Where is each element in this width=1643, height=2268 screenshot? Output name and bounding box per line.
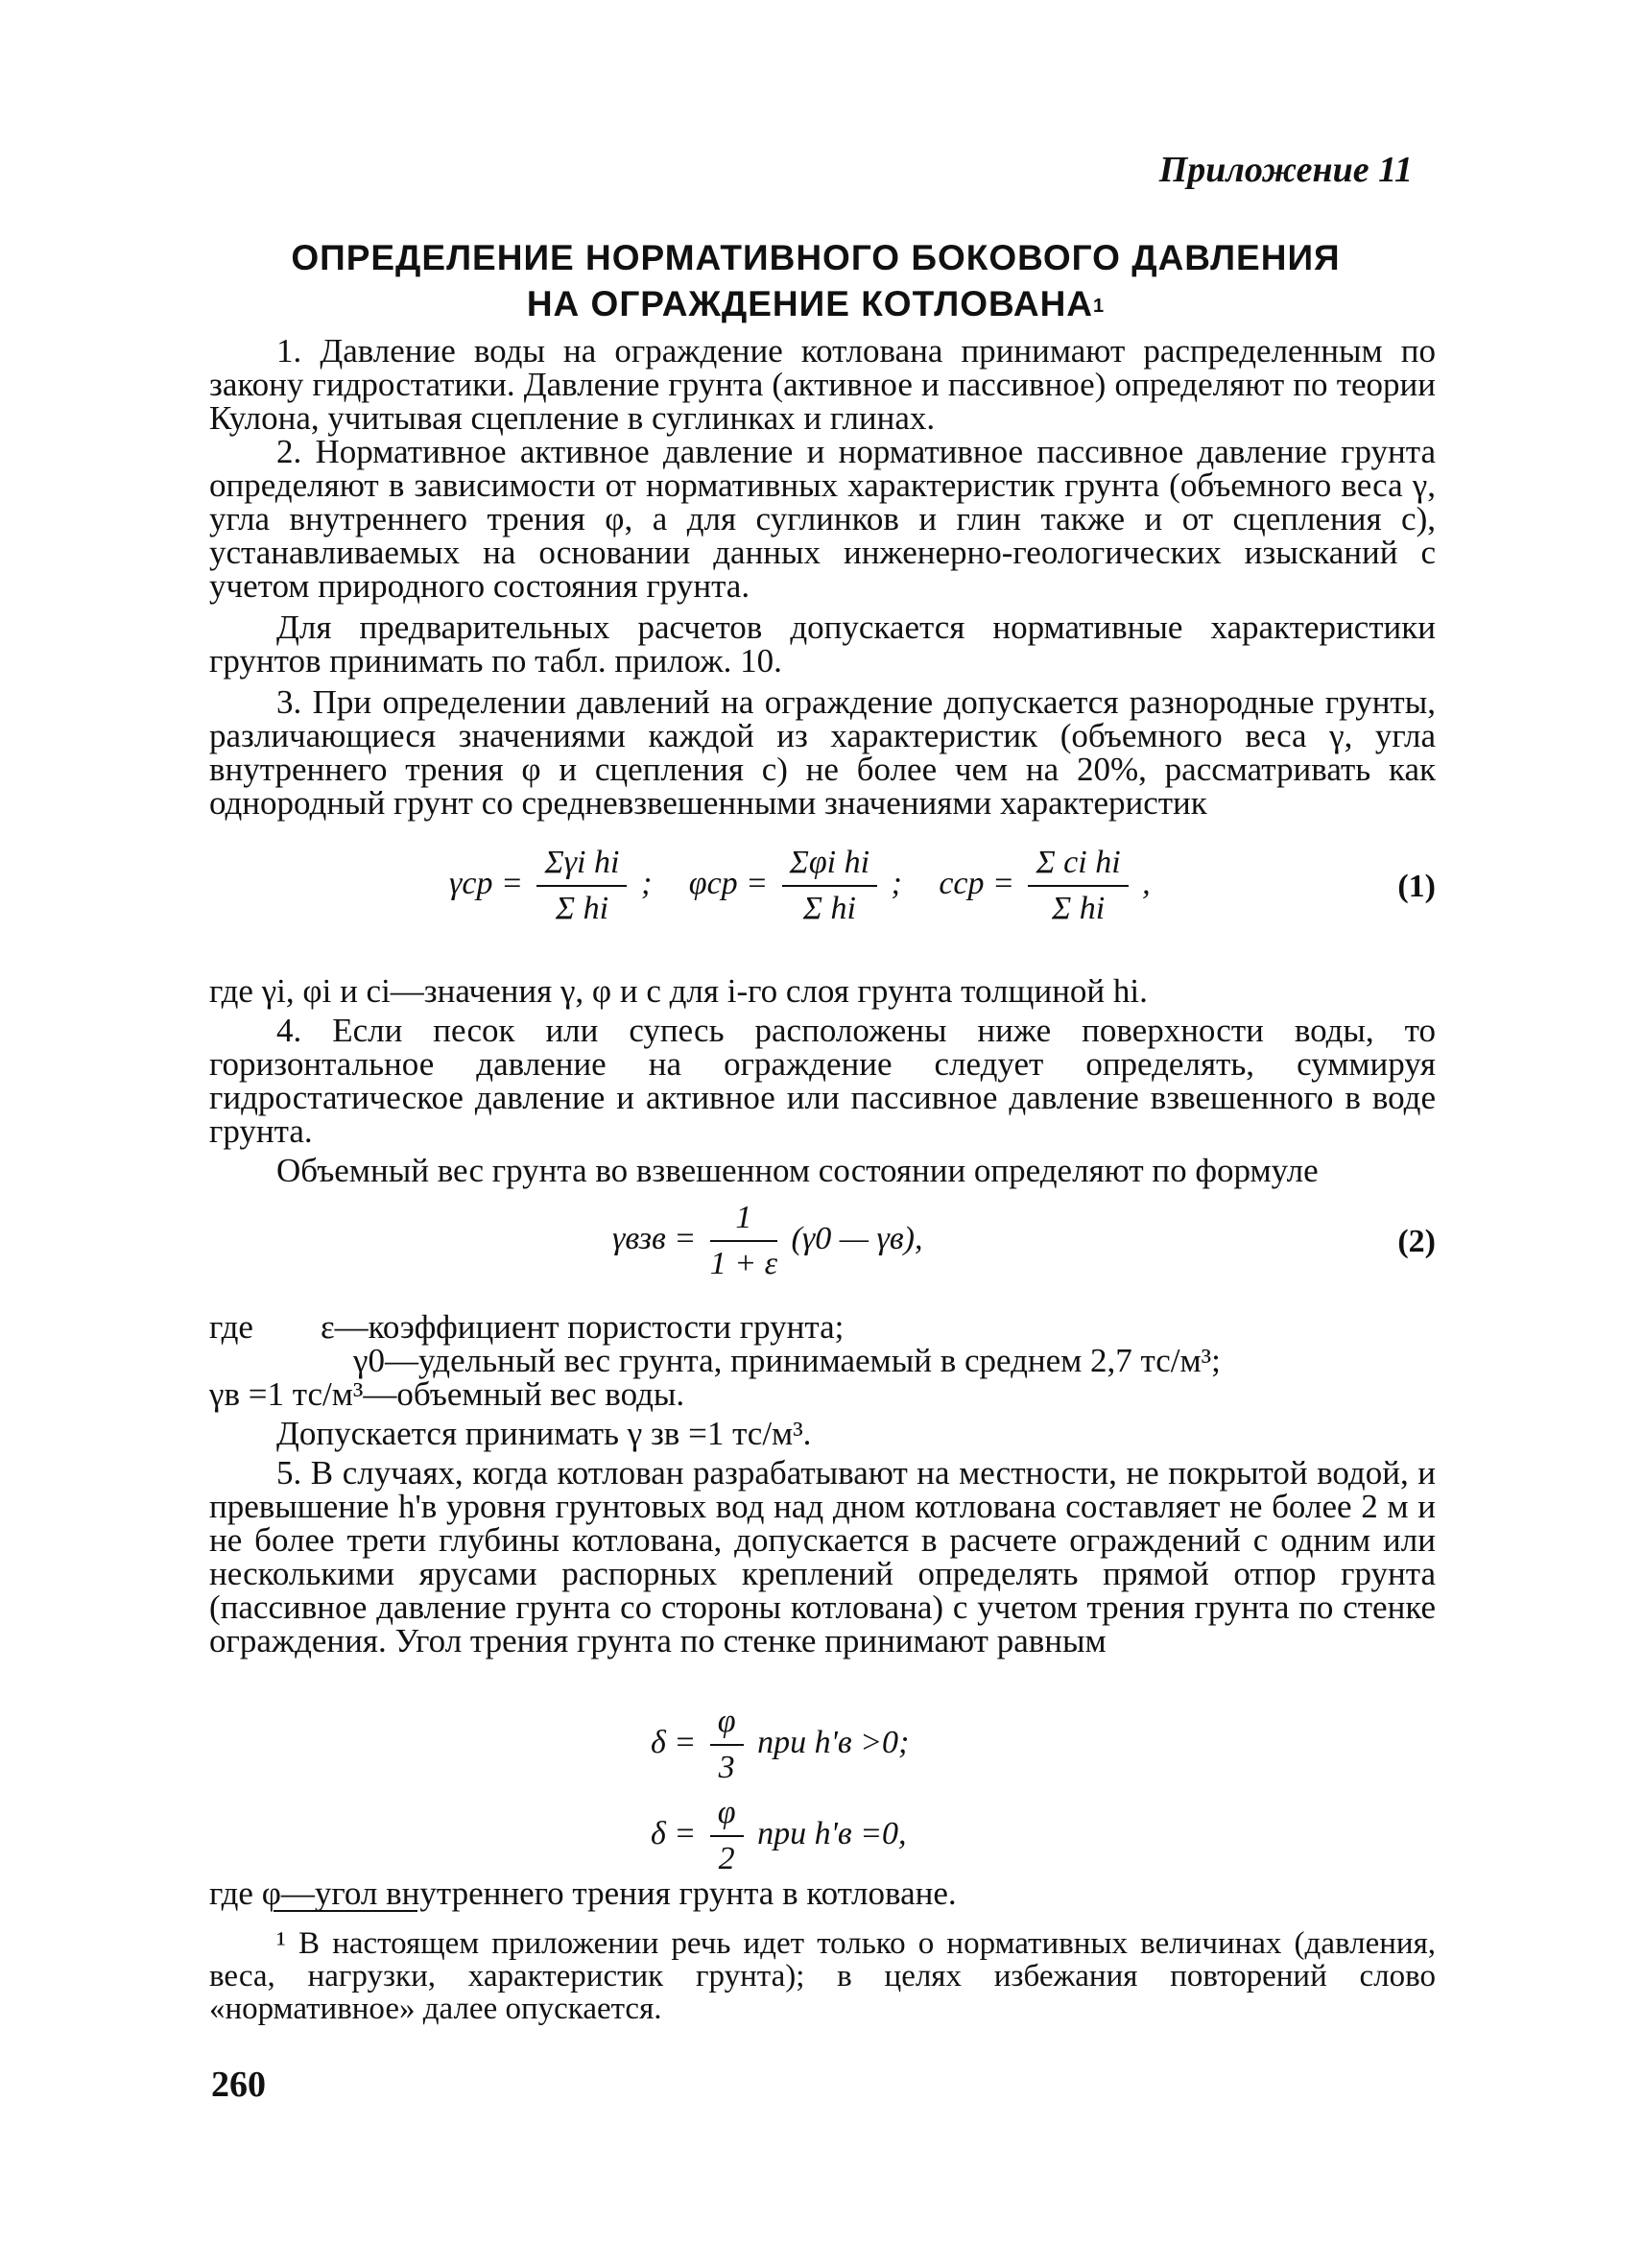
paragraph-6: 4. Если песок или супесь расположены ниже поверхности воды, то горизонтальное давление на ограждение следует определять, суммируя гидростатическое давление и активное или пассивное давление взвешенного в воде грунта.: [209, 1012, 1436, 1150]
fraction-denominator: 3: [718, 1750, 735, 1785]
formula-3-rhs: при h'в =0,: [757, 1815, 907, 1851]
title-line-2-text: НА ОГРАЖДЕНИЕ КОТЛОВАНА: [526, 284, 1094, 323]
footnote-divider: [274, 1910, 417, 1912]
formula-3-lhs: δ =: [651, 1815, 697, 1851]
appendix-label: Приложение 11: [1158, 150, 1413, 190]
paragraph-7: Объемный вес грунта во взвешенном состоянии определяют по формуле: [276, 1152, 1319, 1189]
formula-3-fraction: [710, 1704, 744, 1786]
formula-1-lhs-c: cср =: [939, 865, 1014, 901]
fraction-denominator: Σ hi: [802, 891, 856, 926]
formula-3-rhs: при h'в >0;: [757, 1724, 910, 1760]
paragraph-1: 1. Давление воды на ограждение котлована принимают распределенным по закону гидростатики. Давление грунта (активное и пассивное) определяют по теории Кулона, учитывая сцепление в суглинках и глинах.: [209, 332, 1436, 437]
page-title: [192, 235, 1440, 327]
formula-2-fraction: [710, 1200, 777, 1282]
paragraph-10: 5. В случаях, когда котлован разрабатывают на местности, не покрытой водой, и превышение h'в уровня грунтовых вод над дном котлована составляет не более 2 м и не более трети глубины котлована, допускается в расчете ограждений с одним или несколькими ярусами распорных креплений определять прямой отпор грунта (пассивное давление грунта со стороны котлована) с учетом трения грунта по стенке ограждения. Угол трения грунта по стенке принимают равным: [209, 1454, 1436, 1659]
paragraph-5: где γi, φi и ci—значения γ, φ и c для i-го слоя грунта толщиной hi.: [209, 972, 1148, 1010]
text-block-4: [209, 1876, 1436, 1910]
definition-gamma-w: γв =1 тс/м³—объемный вес воды.: [209, 1375, 685, 1413]
title-footnote-mark: 1: [1093, 296, 1106, 317]
paragraph-9: Допускается принимать γ зв =1 тс/м³.: [276, 1415, 812, 1452]
title-line-2: [192, 281, 1440, 327]
fraction-denominator: 1 + ε: [709, 1246, 778, 1281]
formula-3-fraction: [710, 1795, 744, 1877]
formula-3-row-1: [209, 1704, 1436, 1786]
footnote-text: ¹ В настоящем приложении речь идет только о нормативных величинах (давления, веса, нагрузки, характеристик грунта); в целях избежания повторений слово «нормативное» далее опускается.: [209, 1926, 1436, 2026]
fraction-numerator: Σγi hi: [536, 845, 627, 887]
formula-2-rhs: (γ0 — γв),: [791, 1220, 923, 1256]
definition-epsilon: где ε—коэффициент пористости грунта;: [209, 1308, 845, 1346]
formula-1-fraction-gamma: [536, 845, 627, 927]
paragraph-3: Для предварительных расчетов допускается нормативные характеристики грунтов принимать по табл. прилож. 10.: [209, 609, 1436, 680]
fraction-numerator: Σφi hi: [782, 845, 877, 887]
formula-2: [209, 1200, 1436, 1282]
fraction-numerator: 1: [710, 1200, 777, 1242]
page-number: 260: [211, 2065, 266, 2105]
paragraph-2: 2. Нормативное активное давление и нормативное пассивное давление грунта определяют в зависимости от нормативных характеристик грунта (объемного веса γ, угла внутреннего трения φ, а для суглинков и глин также и от сцепления c), устанавливаемых на основании данных инженерно-геологических изысканий с учетом природного состояния грунта.: [209, 433, 1436, 605]
fraction-denominator: Σ hi: [555, 891, 609, 926]
paragraph-11: где φ—угол внутреннего трения грунта в котловане.: [209, 1874, 957, 1912]
fraction-numerator: φ: [710, 1795, 744, 1837]
formula-1-fraction-phi: [782, 845, 877, 927]
fraction-denominator: Σ hi: [1051, 891, 1106, 926]
fraction-denominator: 2: [718, 1841, 735, 1876]
fraction-numerator: Σ ci hi: [1028, 845, 1128, 887]
formula-1-separator: ;: [891, 865, 902, 901]
formula-3-lhs: δ =: [651, 1724, 697, 1760]
formula-1: [209, 845, 1436, 927]
formula-1-number: (1): [1397, 869, 1436, 904]
text-block-1: [209, 334, 1436, 820]
title-line-1: ОПРЕДЕЛЕНИЕ НОРМАТИВНОГО БОКОВОГО ДАВЛЕНИЯ: [291, 238, 1341, 277]
formula-1-separator: ,: [1142, 865, 1151, 901]
formula-1-lhs-gamma: γср =: [449, 865, 523, 901]
formula-1-fraction-c: [1028, 845, 1128, 927]
text-block-2: [209, 974, 1436, 1187]
formula-3-row-2: [209, 1795, 1436, 1877]
footnote: [209, 1927, 1436, 2025]
formula-1-separator: ;: [640, 865, 653, 901]
paragraph-4: 3. При определении давлений на ограждение допускается разнородные грунты, различающиеся значениями каждой из характеристик (объемного веса γ, угла внутреннего трения φ и сцепления c) не более чем на 20%, рассматривать как однородный грунт со средневзвешенными значениями характеристик: [209, 683, 1436, 822]
text-block-3: [209, 1310, 1436, 1658]
formula-2-number: (2): [1397, 1224, 1436, 1259]
formula-1-lhs-phi: φср =: [688, 865, 769, 901]
definition-gamma0: γ0—удельный вес грунта, принимаемый в среднем 2,7 тс/м³;: [353, 1342, 1221, 1379]
formula-2-lhs: γвзв =: [612, 1220, 697, 1256]
fraction-numerator: φ: [710, 1704, 744, 1746]
